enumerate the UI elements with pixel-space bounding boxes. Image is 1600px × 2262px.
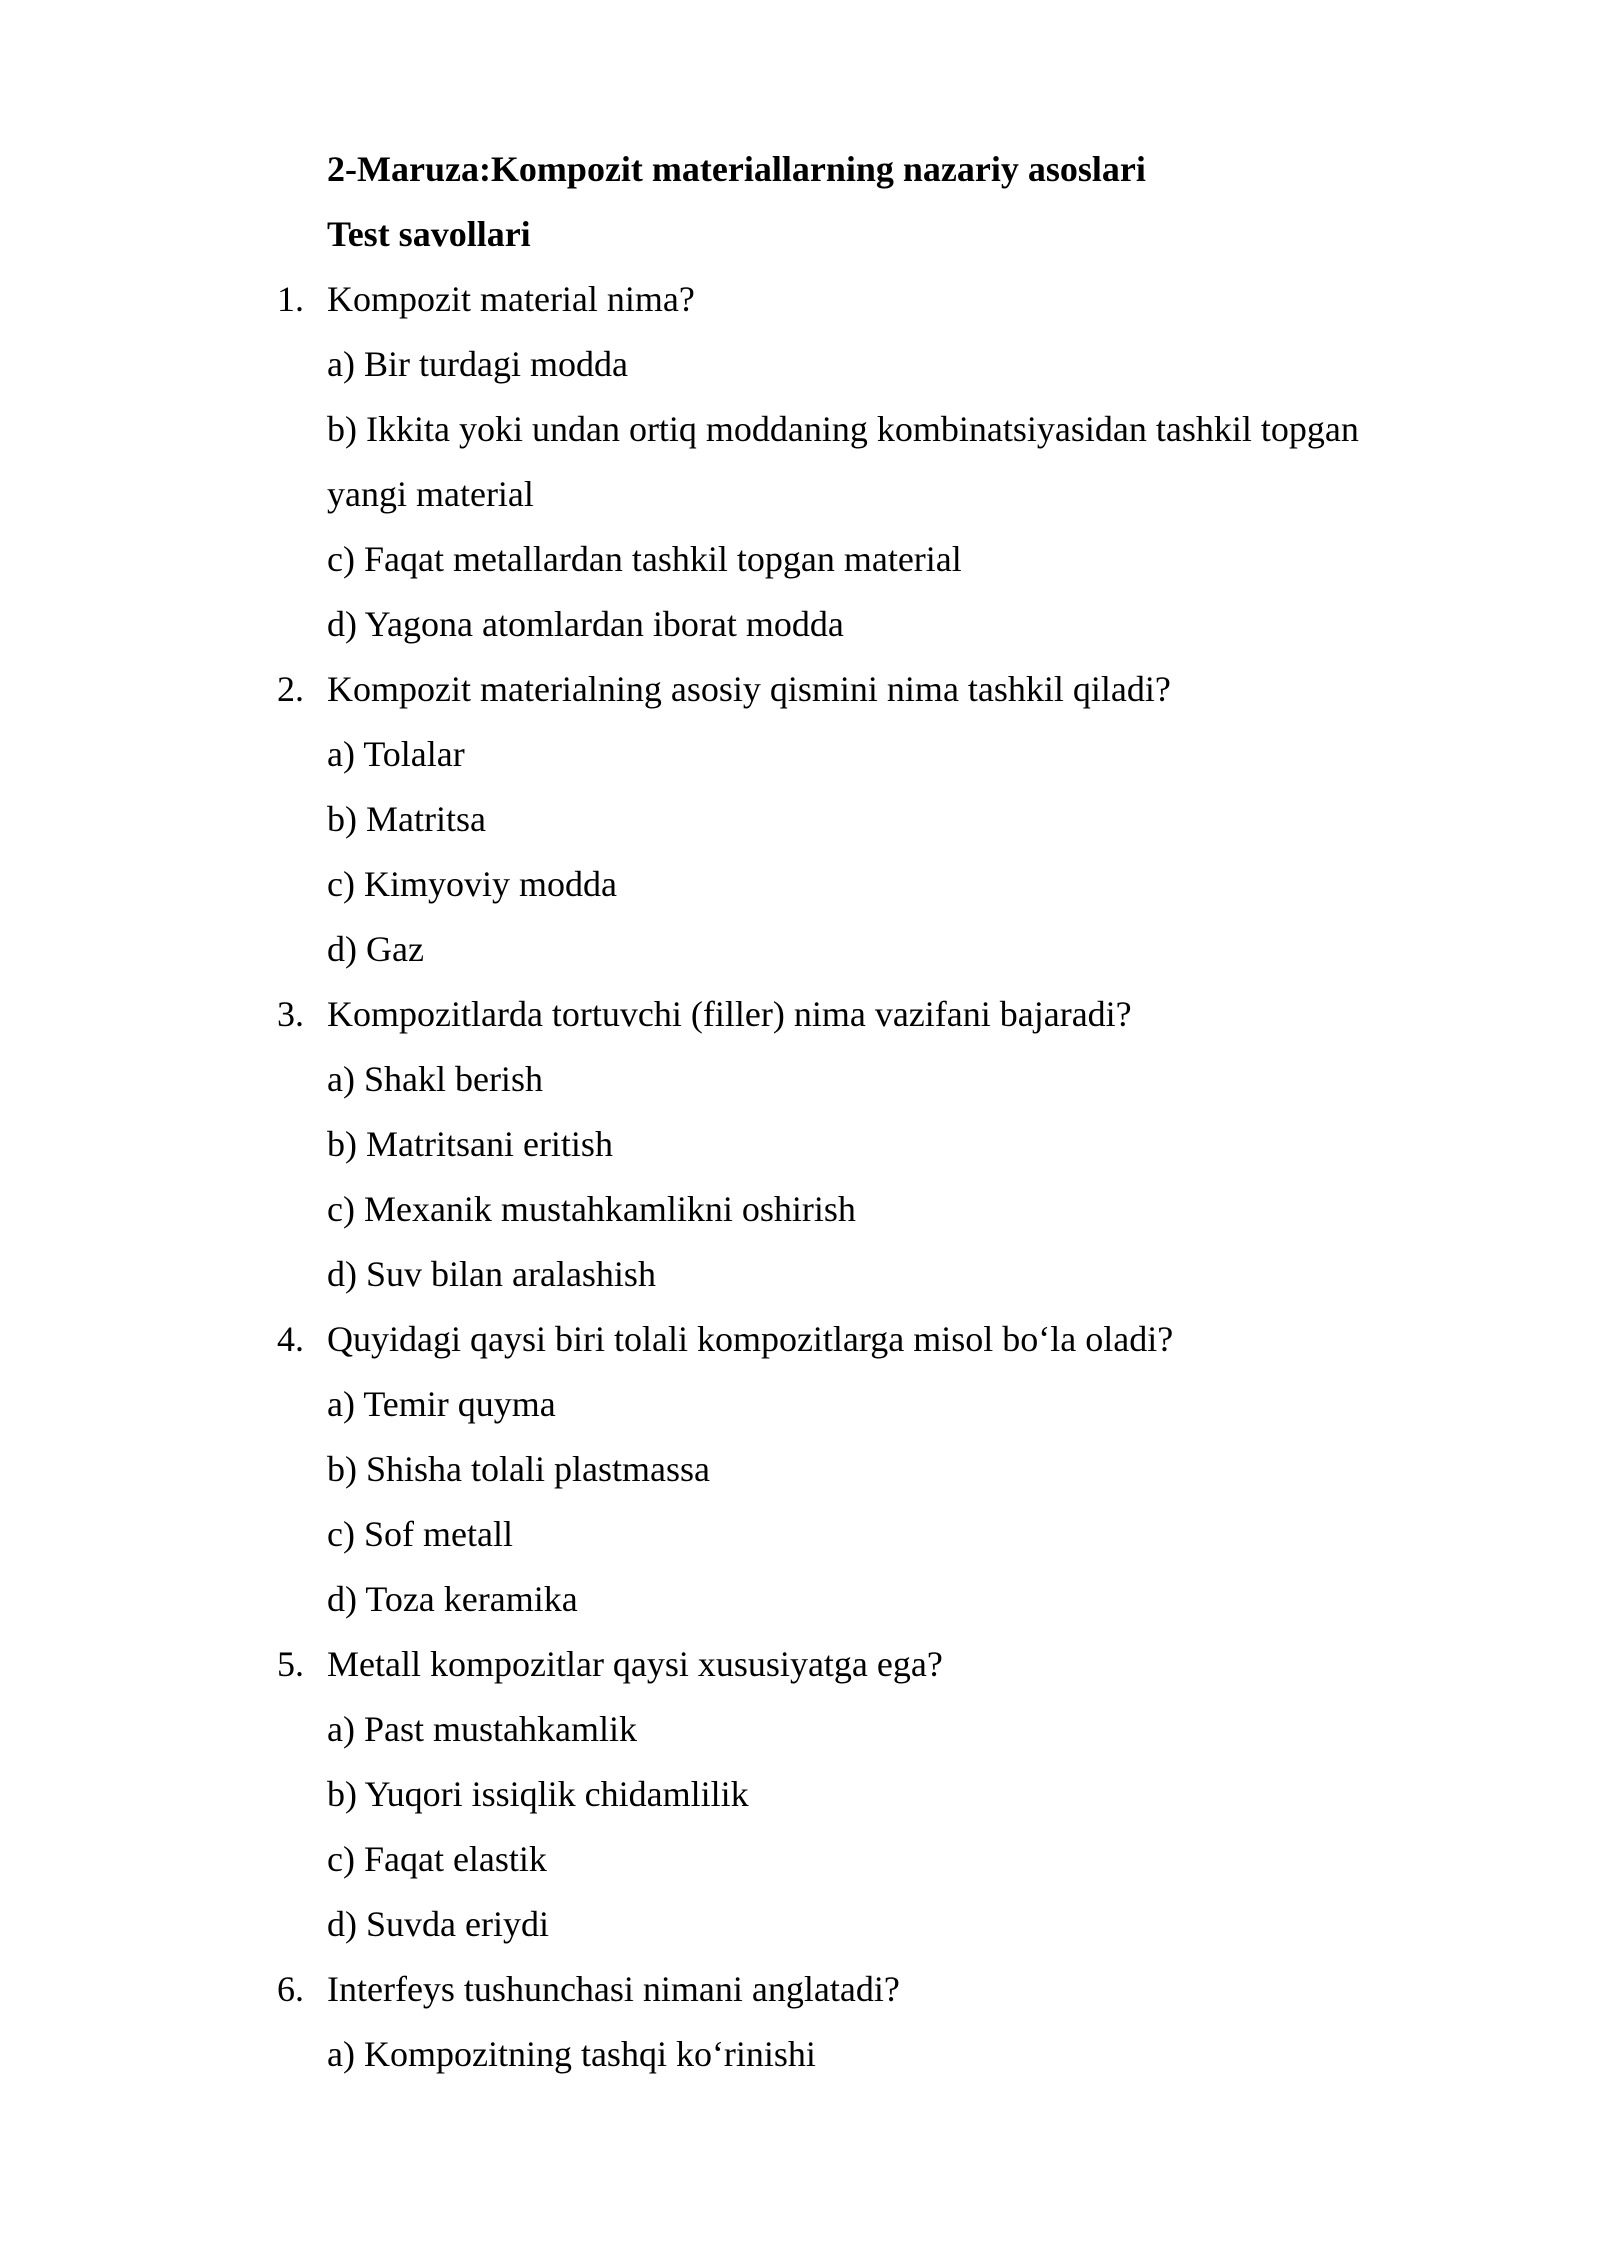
question-text: Kompozit materialning asosiy qismini nima tashkil qiladi? [327,669,1171,709]
question-text: Interfeys tushunchasi nimani anglatadi? [327,1969,900,2009]
document-content [0,149,1600,2099]
answer-option: c) Sof metall [327,1514,513,1554]
question-number: 1. [277,279,304,319]
question-text: Quyidagi qaysi biri tolali kompozitlarga misol bo‘la oladi? [327,1319,1174,1359]
option-line [0,799,1600,864]
option-line [0,1709,1600,1774]
question-3 [0,994,1600,1059]
answer-option: c) Kimyoviy modda [327,864,617,904]
option-line [0,929,1600,994]
answer-option: d) Suvda eriydi [327,1904,549,1944]
answer-option: a) Shakl berish [327,1059,543,1099]
option-continuation-line [0,474,1600,539]
answer-option: b) Matritsa [327,799,486,839]
answer-option: b) Ikkita yoki undan ortiq moddaning kombinatsiyasidan tashkil topgan [327,409,1359,449]
option-line [0,1579,1600,1644]
answer-option: d) Suv bilan aralashish [327,1254,656,1294]
option-line [0,1514,1600,1579]
option-line [0,2034,1600,2099]
question-5 [0,1644,1600,1709]
option-line [0,1254,1600,1319]
question-text: Kompozitlarda tortuvchi (filler) nima vazifani bajaradi? [327,994,1132,1034]
question-text: Metall kompozitlar qaysi xususiyatga ega? [327,1644,943,1684]
option-line [0,864,1600,929]
answer-option: c) Faqat metallardan tashkil topgan material [327,539,962,579]
option-line [0,1449,1600,1514]
option-line [0,1904,1600,1969]
document-subtitle: Test savollari [327,214,531,254]
answer-option: a) Past mustahkamlik [327,1709,637,1749]
answer-option: b) Shisha tolali plastmassa [327,1449,710,1489]
answer-option: d) Toza keramika [327,1579,578,1619]
subtitle-line [0,214,1600,279]
question-4 [0,1319,1600,1384]
option-line [0,604,1600,669]
answer-option: a) Bir turdagi modda [327,344,628,384]
question-2 [0,669,1600,734]
answer-option: d) Yagona atomlardan iborat modda [327,604,844,644]
option-line [0,409,1600,474]
option-line [0,344,1600,409]
question-number: 5. [277,1644,304,1684]
answer-option: d) Gaz [327,929,424,969]
question-number: 4. [277,1319,304,1359]
option-line [0,1774,1600,1839]
option-line [0,1839,1600,1904]
answer-option: b) Yuqori issiqlik chidamlilik [327,1774,749,1814]
answer-option: a) Temir quyma [327,1384,556,1424]
answer-option: c) Mexanik mustahkamlikni oshirish [327,1189,856,1229]
option-line [0,1059,1600,1124]
question-text: Kompozit material nima? [327,279,695,319]
title-line [0,149,1600,214]
answer-option-continuation: yangi material [327,474,534,514]
document-title: 2-Maruza:Kompozit materiallarning nazariy asoslari [327,149,1146,189]
option-line [0,539,1600,604]
answer-option: b) Matritsani eritish [327,1124,613,1164]
answer-option: c) Faqat elastik [327,1839,547,1879]
question-number: 2. [277,669,304,709]
answer-option: a) Tolalar [327,734,465,774]
question-number: 6. [277,1969,304,2009]
question-6 [0,1969,1600,2034]
option-line [0,1189,1600,1254]
question-1 [0,279,1600,344]
question-number: 3. [277,994,304,1034]
option-line [0,1384,1600,1449]
option-line [0,1124,1600,1189]
answer-option: a) Kompozitning tashqi ko‘rinishi [327,2034,816,2074]
option-line [0,734,1600,799]
